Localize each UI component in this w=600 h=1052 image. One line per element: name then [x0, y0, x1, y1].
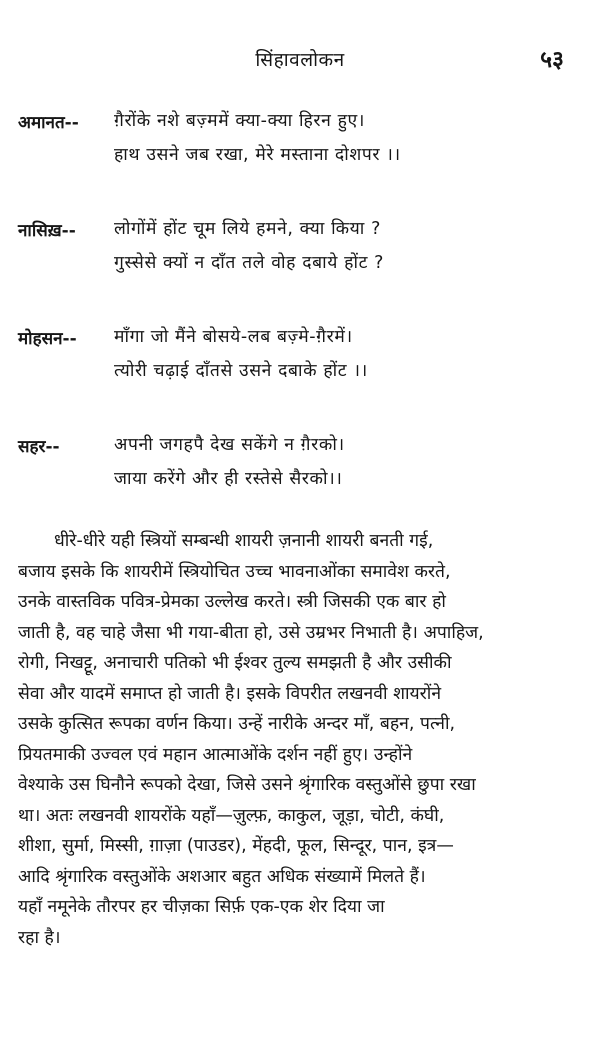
prose-line: रोगी, निखट्टू, अनाचारी पतिको भी ईश्वर तुल्य समझती है और उसीकी	[18, 653, 452, 673]
prose-line: शीशा, सुर्मा, मिस्सी, ग़ाज़ा (पाउडर), मेंहदी, फूल, सिन्दूर, पान, इत्र—	[18, 836, 454, 856]
prose-line: प्रियतमाकी उज्वल एवं महान आत्माओंके दर्शन नहीं हुए। उन्होंने	[18, 744, 413, 765]
verse-line: हाथ उसने जब रखा, मेरे मस्ताना दोशपर ।।	[114, 145, 401, 165]
prose-line: जाती है, वह चाहे जैसा भी गया-बीता हो, उसे उम्रभर निभाती है। अपाहिज,	[18, 622, 484, 643]
verse-line: अपनी जगहपै देख सकेंगे न ग़ैरको।	[114, 435, 345, 455]
couplet	[0, 428, 600, 536]
prose-line: रहा है।	[18, 927, 61, 948]
prose-line: था। अतः लखनवी शायरोंके यहाँ—ज़ुल्फ़, काकुल, जूड़ा, चोटी, कंघी,	[18, 805, 445, 826]
poet-name: सहर--	[18, 437, 60, 457]
prose-line: वेश्याके उस घिनौने रूपको देखा, जिसे उसने श्रृंगारिक वस्तुओंसे छुपा रखा	[18, 775, 476, 795]
poet-name: नासिख़--	[18, 221, 76, 241]
couplet	[0, 320, 600, 428]
prose-line: उसके कुत्सित रूपका वर्णन किया। उन्हें नारीके अन्दर माँ, बहन, पत्नी,	[18, 714, 456, 734]
verse-line: जाया करेंगे और ही रस्तेसे सैरको।।	[114, 469, 343, 489]
poet-name: अमानत--	[18, 113, 79, 133]
prose-line: आदि श्रृंगारिक वस्तुओंके अशआर बहुत अधिक संख्यामें मिलते हैं।	[18, 866, 426, 887]
verse-line: ग़ैरोंके नशे बज़्ममें क्या-क्या हिरन हुए।	[114, 111, 366, 131]
prose-line: बजाय इसके कि शायरीमें स्त्रियोचित उच्च भावनाओंका समावेश करते,	[18, 561, 451, 582]
verse-line: गुस्सेसे क्यों न दाँत तले वोह दबाये होंट ?	[114, 253, 385, 273]
prose-line: उनके वास्तविक पवित्र-प्रेमका उल्लेख करते। स्त्री जिसकी एक बार हो	[18, 592, 446, 612]
verse-line: त्योरी चढ़ाई दाँतसे उसने दबाके होंट ।।	[114, 361, 368, 381]
couplet	[0, 212, 600, 320]
poet-name: मोहसन--	[18, 329, 77, 349]
page-header	[0, 40, 600, 74]
prose-paragraph	[18, 528, 584, 955]
couplets-section	[0, 104, 600, 536]
prose-line: यहाँ नमूनेके तौरपर हर चीज़का सिर्फ़ एक-एक शेर दिया जा	[18, 897, 385, 917]
verse-line: माँगा जो मैंने बोसये-लब बज़्मे-ग़ैरमें।	[114, 327, 353, 347]
verse-line: लोगोंमें होंट चूम लिये हमने, क्या किया ?	[114, 219, 381, 239]
prose-line: सेवा और यादमें समाप्त हो जाती है। इसके विपरीत लखनवी शायरोंने	[18, 683, 442, 704]
page-number: ५३	[540, 47, 564, 73]
couplet	[0, 104, 600, 212]
running-title: सिंहावलोकन	[255, 49, 345, 71]
prose-line: धीरे-धीरे यही स्त्रियों सम्बन्धी शायरी ज़नानी शायरी बनती गई,	[54, 531, 434, 551]
